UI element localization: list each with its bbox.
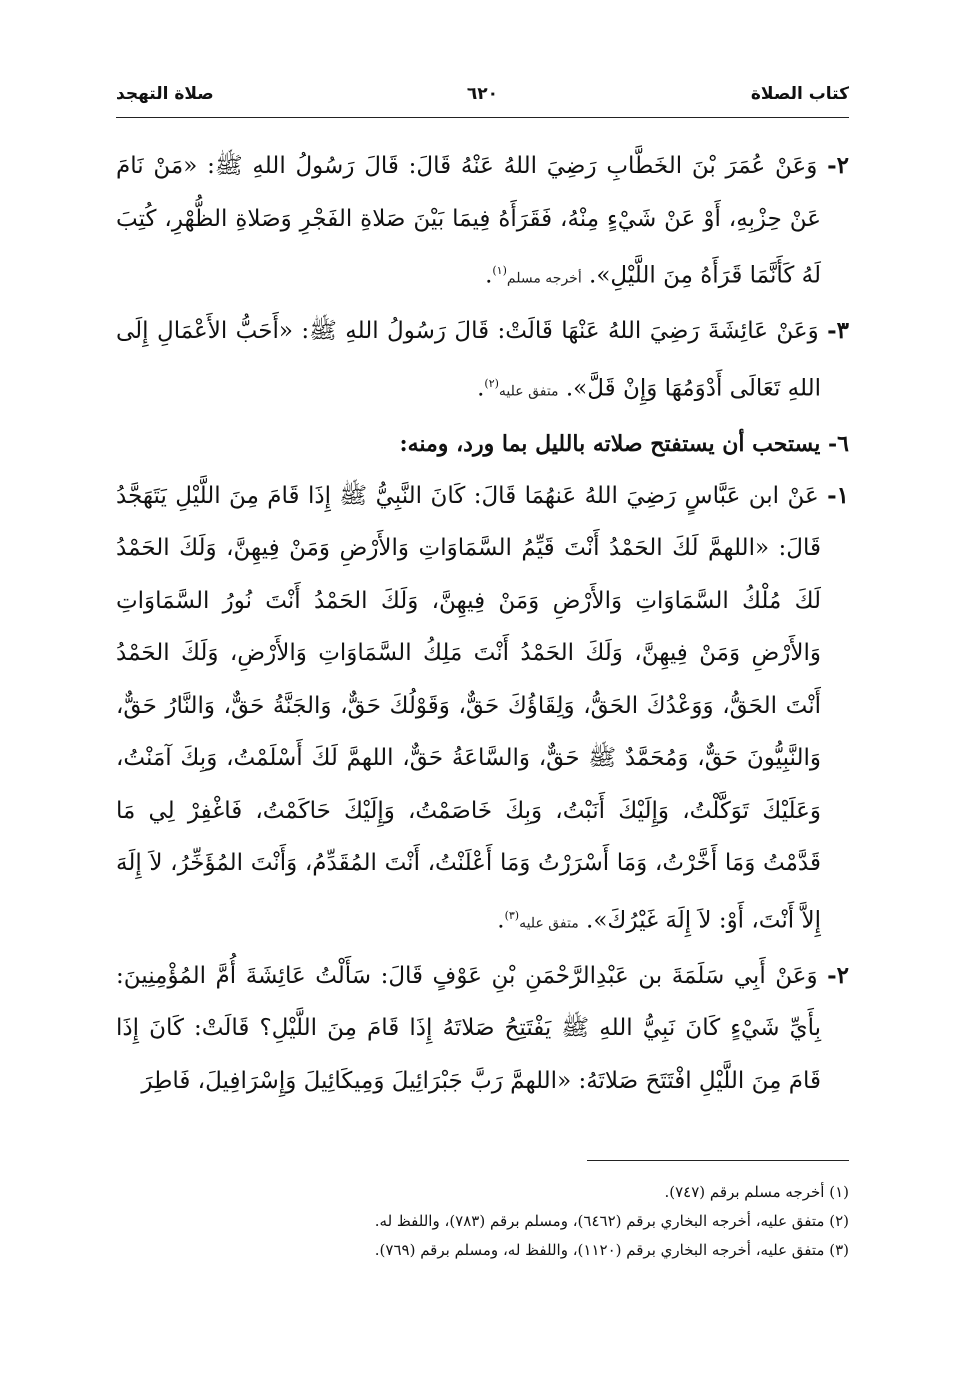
footnote: (٢) متفق عليه، أخرجه البخاري برقم (٦٤٦٢)، ومسلم برقم (٧٨٣)، واللفظ له. [374,1212,849,1230]
hadith-number: ١- [827,481,849,509]
hadith-number: ٢- [827,961,849,989]
hadith-aisha: ٣- وَعَنْ عَائِشَةَ رَضِيَ اللهُ عَنْهَا قَالَتْ: قَالَ رَسُولُ اللهِ ﷺ: «أَحَبُّ الأَعْمَالِ إِلَى اللهِ تَعَالَى أَدْوَمُهَا وَإِنْ قَلَّ». متفق عليه$^{(٢)}$. [116,317,850,402]
footnote-divider [587,1160,849,1161]
hadith-text: عَنْ ابن عَبَّاسٍ رَضِيَ اللهُ عَنهُمَا قَالَ: كَانَ النَّبِيُّ ﷺ إِذَا قَامَ مِنَ اللَّيْلِ يَتَهَجَّدُ قَالَ: «اللهمَّ لَكَ الحَمْدُ أَنْتَ قَيِّمُ السَّمَاوَاتِ وَالأَرْضِ وَمَنْ فِيهِنَّ، وَلَكَ الحَمْدُ لَكَ مُلْكُ السَّمَاوَاتِ وَالأَرْضِ وَمَنْ فِيهِنَّ، وَلَكَ الحَمْدُ أَنْتَ نُورُ السَّمَاوَاتِ وَالأَرْضِ وَمَنْ فِيهِنَّ، وَلَكَ الحَمْدُ أَنْتَ مَلِكُ السَّمَاوَاتِ وَالأَرْضِ، وَلَكَ الحَمْدُ أَنْتَ الحَقُّ، وَوَعْدُكَ الحَقُّ، وَلِقَاؤُكَ حَقٌّ، وَقَوْلُكَ حَقٌّ، وَالجَنَّةُ حَقٌّ، وَالنَّارُ حَقٌّ، وَالنَّبِيُّونَ حَقٌّ، وَمُحَمَّدٌ ﷺ حَقٌّ، وَالسَّاعَةُ حَقٌّ، اللهمَّ لَكَ أَسْلَمْتُ، وَبِكَ آمَنْتُ، وَعَلَيْكَ تَوَكَّلْتُ، وَإِلَيْكَ أَنَبْتُ، وَبِكَ خَاصَمْتُ، وَإِلَيْكَ حَاكَمْتُ، فَاغْفِرْ لِي مَا قَدَّمْتُ وَمَا أَخَّرْتُ، وَمَا أَسْرَرْتُ وَمَا أَعْلَنْتُ، أَنْتَ المُقَدِّمُ، وَأَنْتَ المُؤَخِّرُ، لاَ إِلَهَ إِلاَّ أَنْتَ، أَوْ: لاَ إِلَهَ غَيْرُكَ». [116,482,821,934]
hadith-source: متفق عليه [498,383,559,400]
footnote-ref: (٣) [504,908,520,922]
hadith-abu-salama [116,950,849,1108]
section-title: صلاة التهجد [116,84,214,104]
hadith-text: وَعَنْ عُمَرَ بْنَ الخَطَّابِ رَضِيَ اللهُ عَنْهُ قَالَ: قَالَ رَسُولُ اللهِ ﷺ: «مَنْ نَامَ عَنْ حِزْبِهِ، أَوْ عَنْ شَيْءٍ مِنْهُ، فَقَرَأَهُ فِيمَا بَيْنَ صَلاةِ الفَجْرِ وَصَلاةِ الظُّهْرِ، كُتِبَ لَهُ كَأَنَّمَا قَرَأَهُ مِنَ اللَّيْلِ». [116,153,821,289]
hadith-ibn-abbas: ١- عَنْ ابن عَبَّاسٍ رَضِيَ اللهُ عَنهُمَا قَالَ: كَانَ النَّبِيُّ ﷺ إِذَا قَامَ مِنَ اللَّيْلِ يَتَهَجَّدُ قَالَ: «اللهمَّ لَكَ الحَمْدُ أَنْتَ قَيِّمُ السَّمَاوَاتِ وَالأَرْضِ وَمَنْ فِيهِنَّ، وَلَكَ الحَمْدُ لَكَ مُلْكُ السَّمَاوَاتِ وَالأَرْضِ وَمَنْ فِيهِنَّ، وَلَكَ الحَمْدُ أَنْتَ نُورُ السَّمَاوَاتِ وَالأَرْضِ وَمَنْ فِيهِنَّ، وَلَكَ الحَمْدُ أَنْتَ مَلِكُ السَّمَاوَاتِ وَالأَرْضِ، وَلَكَ الحَمْدُ أَنْتَ الحَقُّ، وَوَعْدُكَ الحَقُّ، وَلِقَاؤُكَ حَقٌّ، وَقَوْلُكَ حَقٌّ، وَالجَنَّةُ حَقٌّ، وَالنَّارُ حَقٌّ، وَالنَّبِيُّونَ حَقٌّ، وَمُحَمَّدٌ ﷺ حَقٌّ، وَالسَّاعَةُ حَقٌّ، اللهمَّ لَكَ أَسْلَمْتُ، وَبِكَ آمَنْتُ، وَعَلَيْكَ تَوَكَّلْتُ، وَإِلَيْكَ أَنَبْتُ، وَبِكَ خَاصَمْتُ، وَإِلَيْكَ حَاكَمْتُ، فَاغْفِرْ لِي مَا قَدَّمْتُ وَمَا أَخَّرْتُ، وَمَا أَسْرَرْتُ وَمَا أَعْلَنْتُ، أَنْتَ المُقَدِّمُ، وَأَنْتَ المُؤَخِّرُ، لاَ إِلَهَ إِلاَّ أَنْتَ، أَوْ: لاَ إِلَهَ غَيْرُكَ». متفق عليه$^{(٣)}$. [116,481,849,934]
footnote: (١) أخرجه مسلم برقم (٧٤٧). [664,1183,849,1201]
running-header [116,84,849,116]
footnote-ref: (٢) [484,376,499,390]
page-number: ٦٢٠ [466,84,499,104]
book-title: كتاب الصلاة [750,84,849,104]
hadith-source: أخرجه مسلم [506,270,582,287]
hadith-text: وَعَنْ عَائِشَةَ رَضِيَ اللهُ عَنْهَا قَالَتْ: قَالَ رَسُولُ اللهِ ﷺ: «أَحَبُّ الأَعْمَالِ إِلَى اللهِ تَعَالَى أَدْوَمُهَا وَإِنْ قَلَّ». [116,318,821,402]
hadith-source: متفق عليه [519,915,579,932]
header-divider [116,117,849,118]
section-heading: ٦- يستحب أن يستفتح صلاته بالليل بما ورد، ومنه: [399,430,849,457]
page-body [116,140,849,1107]
footnotes [116,1178,849,1265]
footnote: (٣) متفق عليه، أخرجه البخاري برقم (١١٢٠)، واللفظ له، ومسلم برقم (٧٦٩). [374,1241,849,1259]
hadith-number: ٢- [827,152,849,179]
hadith-number: ٣- [827,317,850,345]
footnote-ref: (١) [492,264,507,277]
hadith-umar: ٢- وَعَنْ عُمَرَ بْنَ الخَطَّابِ رَضِيَ اللهُ عَنْهُ قَالَ: قَالَ رَسُولُ اللهِ ﷺ: «مَنْ نَامَ عَنْ حِزْبِهِ، أَوْ عَنْ شَيْءٍ مِنْهُ، فَقَرَأَهُ فِيمَا بَيْنَ صَلاةِ الفَجْرِ وَصَلاةِ الظُّهْرِ، كُتِبَ لَهُ كَأَنَّمَا قَرَأَهُ مِنَ اللَّيْلِ». أخرجه مسلم$^{(١)}$. [116,152,849,289]
hadith-text: وَعَنْ أَبِي سَلَمَةَ بن عَبْدِالرَّحْمَنِ بْنِ عَوْفٍ قَالَ: سَأَلْتُ عَائِشَةَ أُمَّ المُؤْمِنِينَ: بِأَيِّ شَيْءٍ كَانَ نَبِيُّ اللهِ ﷺ يَفْتَتِحُ صَلاتَهُ إِذَا قَامَ مِنَ اللَّيْلِ؟ قَالَتْ: كَانَ إِذَا قَامَ مِنَ اللَّيْلِ افْتَتَحَ صَلاتَهُ: «اللهمَّ رَبَّ جَبْرَائِيلَ وَمِيكَائِيلَ وَإِسْرَافِيلَ، فَاطِرَ [116,962,821,1094]
